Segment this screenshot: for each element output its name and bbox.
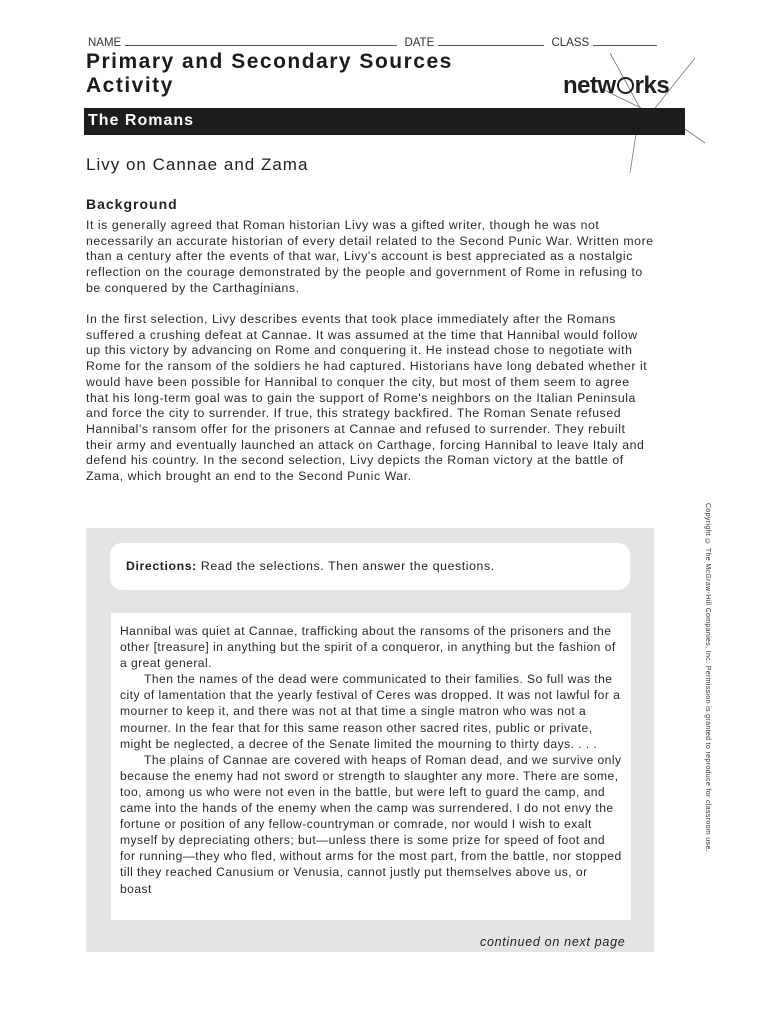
directions-label: Directions: [126,559,197,573]
section-banner [84,108,685,135]
date-blank[interactable] [438,35,544,46]
logo-text-end: rks [634,72,670,99]
class-blank[interactable] [593,35,657,46]
logo-text-start: netw [563,72,616,99]
copyright-notice: Copyright © The McGraw-Hill Companies, Inc. Permission is granted to reproduce for classroom use. [704,503,711,852]
reading-paragraph-3: The plains of Cannae are covered with heaps of Roman dead, and we survive only because the enemy had not sword or strength to slaughter any more. There are some, too, among us who were not even in the battle, but were left to guard the camp, and came into the hands of the enemy when the camp was surrendered. I do not envy the fortune or position of any fellow-countryman or comrade, nor would I wish to exalt myself by depreciating others; but—unless there is some prize for speed of foot and for running—they who fled, without arms for the most part, from the battle, nor stopped till they reached Canusium or Venusia, cannot justly put themselves above us, or boast [120,752,622,896]
activity-subtitle: Livy on Cannae and Zama [86,155,309,174]
background-paragraph-1: It is generally agreed that Roman historian Livy was a gifted writer, though he was not necessarily an accurate historian of every detail related to the Second Punic War. Written more than a century after the events of that war, Livy's account is best appreciated as a nostalgic reflection on the courage demonstrated by the people and government of Rome in refusing to be conquered by the Carthaginians. [86,218,654,295]
reading-selection-text [120,623,622,897]
directions-body: Read the selections. Then answer the questions. [200,559,495,573]
student-info-line [88,35,688,49]
logo-globe-icon [617,77,634,94]
reading-selection-box [111,613,631,920]
name-blank[interactable] [125,35,397,46]
date-label: DATE [404,37,435,49]
background-heading: Background [86,196,178,212]
class-label: CLASS [551,37,590,49]
background-paragraph-2: In the first selection, Livy describes events that took place immediately after the Romans suffered a crushing defeat at Cannae. It was assumed at the time that Hannibal would follow up this victory by advancing on Rome and conquering it. He instead chose to negotiate with Rome for the ransom of the soldiers he had captured. Historians have long debated whether it would have been possible for Hannibal to conquer the city, but most of them seem to agree that his long-term goal was to gain the support of Rome's neighbors on the Italian Peninsula and force the city to surrender. If true, this strategy backfired. The Roman Senate refused Hannibal's ransom offer for the prisoners at Cannae and refused to surrender. They rebuilt their army and eventually launched an attack on Carthage, forcing Hannibal to leave Italy and defend his country. In the second selection, Livy depicts the Roman victory at the battle of Zama, which brought an end to the Second Punic War. [86,312,648,484]
networks-logo [563,72,669,100]
directions-text [126,559,495,573]
page-title [86,50,453,98]
reading-paragraph-1: Hannibal was quiet at Cannae, trafficking about the ransoms of the prisoners and the other [treasure] in anything but the spirit of a conqueror, in anything but the fashion of a great general. [120,624,616,671]
reading-paragraph-2: Then the names of the dead were communicated to their families. So full was the city of lamentation that the yearly festival of Ceres was dropped. It was not lawful for a mourner to keep it, and there was not at that time a single matron who was not a mourner. In the fear that for this same reason other sacred rites, public or private, might be neglected, a decree of the Senate limited the mourning to thirty days. . . . [120,672,621,751]
banner-label: The Romans [88,112,195,129]
title-line-1: Primary and Secondary Sources [86,50,453,73]
continued-note: continued on next page [480,935,626,949]
title-line-2: Activity [86,74,174,97]
directions-box [110,543,630,590]
name-label: NAME [88,37,122,49]
